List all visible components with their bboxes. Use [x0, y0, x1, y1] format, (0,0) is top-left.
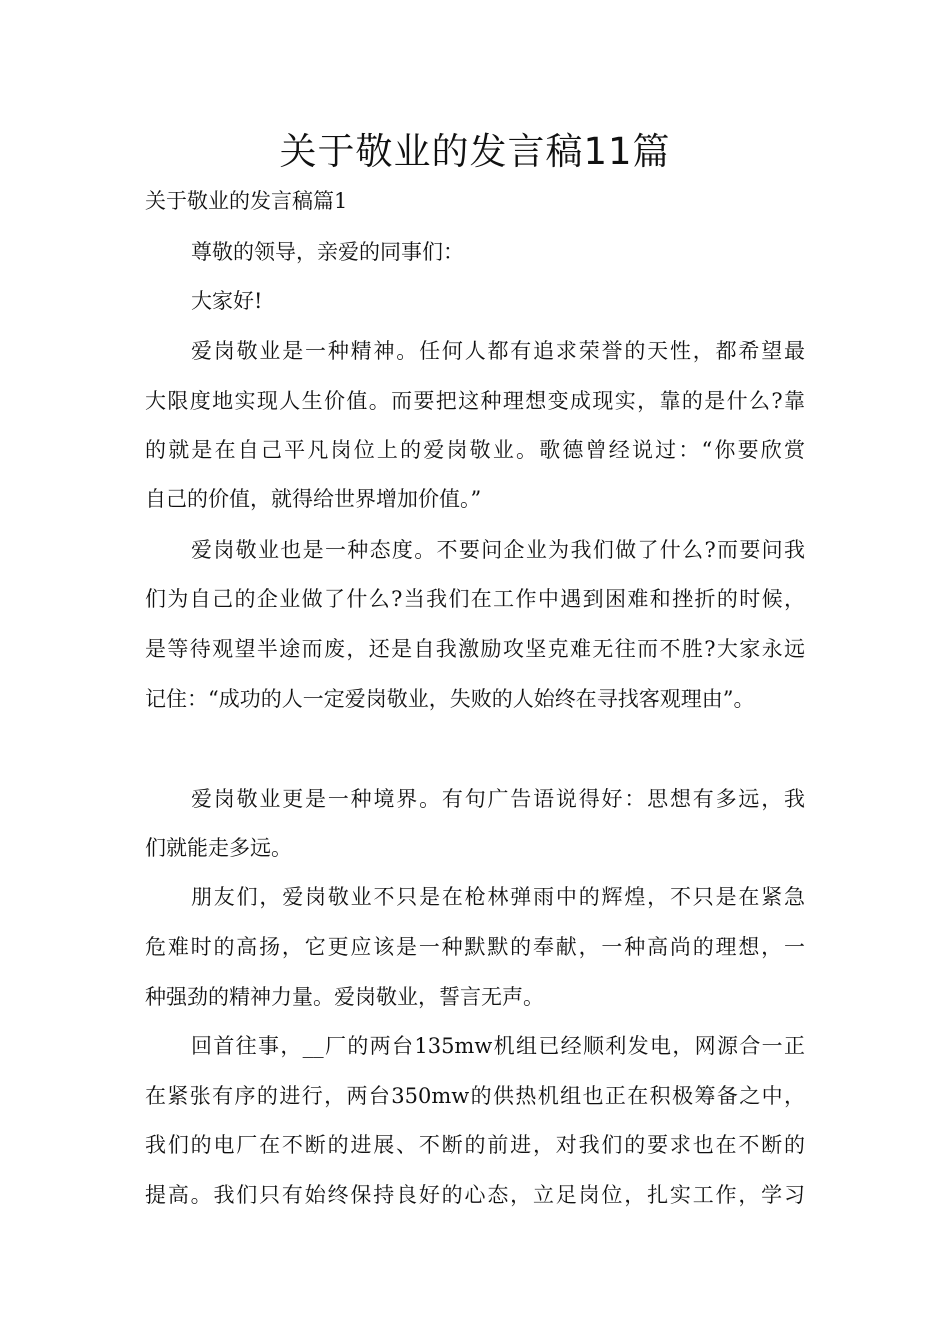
- section-heading: 关于敬业的发言稿篇1: [145, 189, 348, 213]
- paragraph-line: 自己的价值，就得给世界增加价值。”: [145, 487, 482, 511]
- paragraph-line: 们为自己的企业做了什么?当我们在工作中遇到困难和挫折的时候，: [145, 587, 805, 611]
- paragraph-line: 们就能走多远。: [145, 836, 292, 860]
- paragraph-line: 爱岗敬业是一种精神。任何人都有追求荣誉的天性，都希望最: [191, 339, 805, 363]
- paragraph-line: 记住：“成功的人一定爱岗敬业，失败的人始终在寻找客观理由”。: [145, 687, 755, 711]
- paragraph-line: 危难时的高扬，它更应该是一种默默的奉献，一种高尚的理想，一: [145, 935, 805, 959]
- paragraph-line: 我们的电厂在不断的进展、不断的前进，对我们的要求也在不断的: [145, 1133, 805, 1157]
- document-title: 关于敬业的发言稿11篇: [279, 130, 671, 173]
- paragraph-line: 大限度地实现人生价值。而要把这种理想变成现实，靠的是什么?靠: [145, 389, 805, 413]
- paragraph-line: 的就是在自己平凡岗位上的爱岗敬业。歌德曾经说过：“你要欣赏: [145, 438, 805, 462]
- paragraph-line: 朋友们，爱岗敬业不只是在枪林弹雨中的辉煌，不只是在紧急: [191, 885, 805, 909]
- paragraph-line: 回首往事，__厂的两台135mw机组已经顺利发电，网源合一正: [191, 1034, 805, 1058]
- paragraph-line: 是等待观望半途而废，还是自我激励攻坚克难无往而不胜?大家永远: [145, 637, 805, 661]
- paragraph-line: 种强劲的精神力量。爱岗敬业，誓言无声。: [145, 985, 544, 1009]
- paragraph-line: 爱岗敬业也是一种态度。不要问企业为我们做了什么?而要问我: [191, 538, 805, 562]
- paragraph-line: 在紧张有序的进行，两台350mw的供热机组也正在积极筹备之中，: [145, 1084, 805, 1108]
- paragraph-line: 爱岗敬业更是一种境界。有句广告语说得好：思想有多远，我: [191, 787, 805, 811]
- greeting-line: 大家好!: [191, 289, 263, 313]
- paragraph-line: 提高。我们只有始终保持良好的心态，立足岗位，扎实工作，学习: [145, 1183, 805, 1207]
- salutation-line: 尊敬的领导，亲爱的同事们：: [191, 240, 464, 264]
